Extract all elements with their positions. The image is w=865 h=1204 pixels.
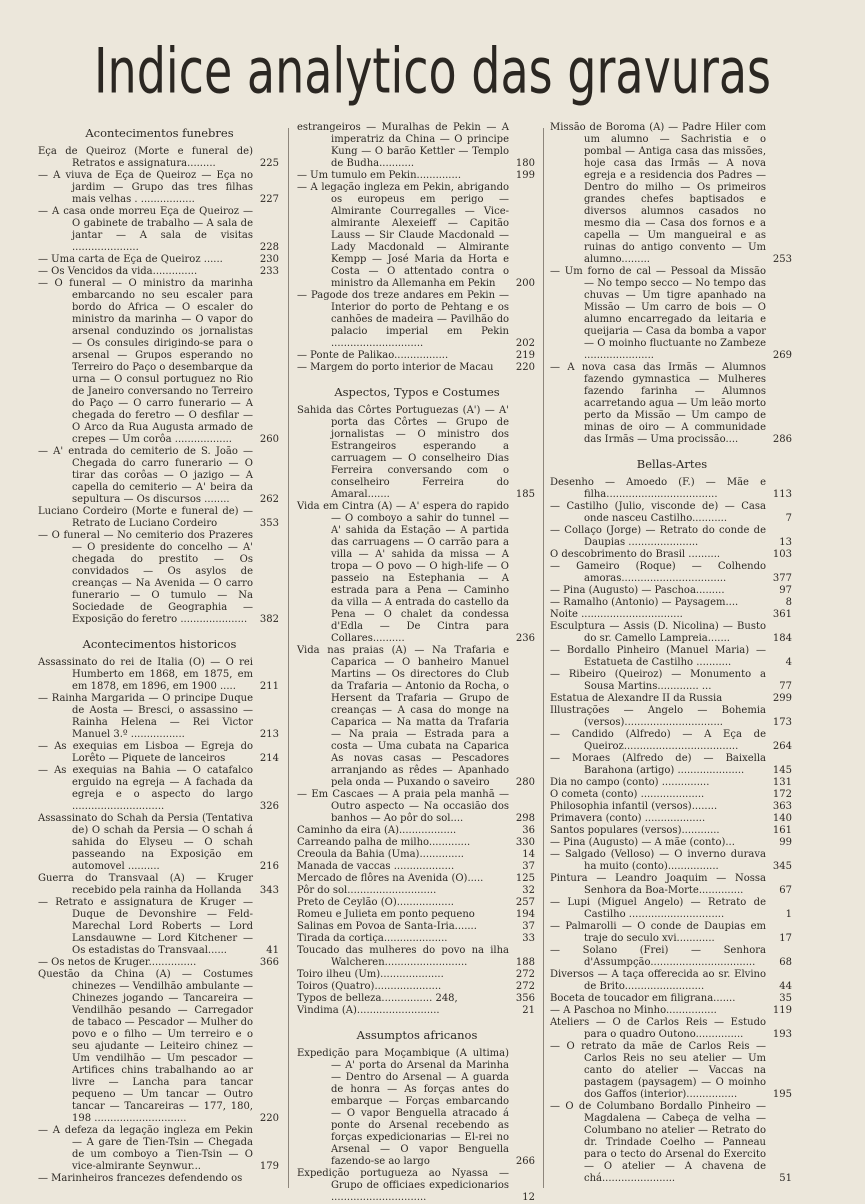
section-heading: Bellas-Artes bbox=[636, 457, 708, 471]
index-entry bbox=[38, 170, 281, 206]
entry-text: Manada de vaccas ................... bbox=[297, 861, 455, 872]
entry-text: — Os netos de Kruger............... bbox=[38, 957, 197, 968]
column-divider bbox=[288, 128, 289, 1188]
entry-text: — Lupi (Miguel Angelo) — Retrato de Castilho .............................. bbox=[550, 897, 766, 920]
entry-text: — O funeral — O ministro da marinha embarcando no seu escaler para bordo do Africa — O escaler do ministro da marinha — O vapor do arsenal conduzindo os jornalistas — Os consules dirigindo-se para o arsenal — Grupos esperando no Terreiro do Paço o desembarque da urna — O consul portuguez no Rio de Janeiro conversando no Terreiro do Paço — O carro funerario — A chegada do feretro — O desfilar — O Arco da Rua Augusta armado de crepes — Um corôa .................. bbox=[38, 278, 253, 445]
entry-text: — Collaço (Jorge) — Retrato do conde de Daupias ...................... bbox=[550, 525, 766, 548]
entry-text: Questão da China (A) — Costumes chinezes — Vendilhão ambulante — Chinezes jogando — Tancareira — Vendilhão pesando — Carregador de tabaco — Pescador — Mulher do povo e o filho — Um terreiro e o seu ajudante — Leiteiro chinez — Um vendilhão — Um pescador — Artifices chins trabalhando ao ar livre — Lancha para tancar pequeno — Um tancar — Outro tancar — Tancareiras — 177, 180, 198 ............................. bbox=[38, 969, 253, 1124]
index-entry bbox=[550, 873, 794, 897]
index-entry bbox=[550, 945, 794, 969]
page-number: 113 bbox=[772, 489, 792, 500]
section-heading: Assumptos africanos bbox=[356, 1028, 478, 1042]
index-entry bbox=[297, 170, 537, 182]
page-number: 200 bbox=[515, 278, 535, 289]
index-entry bbox=[550, 921, 794, 945]
page-number: 36 bbox=[522, 825, 535, 836]
entry-text: — Bordallo Pinheiro (Manuel Maria) — Estatueta de Castilho ........... bbox=[550, 645, 766, 668]
page-number: 298 bbox=[515, 813, 535, 824]
page-number: 179 bbox=[259, 1161, 279, 1172]
page-number: 326 bbox=[259, 801, 279, 812]
entry-text: — As exequias na Bahia — O catafalco erguido na egreja — A fachada da egreja e o aspecto do largo ............................. bbox=[38, 765, 253, 812]
entry-text: — A viuva de Eça de Queiroz — Eça no jardim — Grupo das tres filhas mais velhas . ................. bbox=[38, 170, 253, 205]
entry-text: Pintura — Leandro Joaquim — Nossa Senhora da Boa-Morte.............. bbox=[550, 873, 766, 896]
page-number: 230 bbox=[259, 254, 279, 265]
entry-text: Assassinato do Schah da Persia (Tentativa de) O schah da Persia — O schah á sahida do Elyseu — O schah passeando na Exposição em automovel .......... bbox=[38, 813, 253, 872]
index-entry bbox=[297, 981, 537, 993]
page-number: 280 bbox=[515, 777, 535, 788]
entry-text: Preto de Ceylão (O).................. bbox=[297, 897, 454, 908]
page-number: 44 bbox=[779, 981, 792, 992]
page-number: 131 bbox=[772, 777, 792, 788]
index-entry bbox=[550, 362, 794, 446]
entry-text: — O de Columbano Bordallo Pinheiro — Magdalena — Cabeça de velha — Columbano no atelier — Retrato do dr. Trindade Coelho — Panneau para o tecto do Arsenal do Exercito — O atelier — A chavena de chá....................... bbox=[550, 1101, 766, 1184]
index-entry bbox=[297, 1005, 537, 1017]
page-number: 145 bbox=[772, 765, 792, 776]
entry-text: Esculptura — Assis (D. Nicolina) — Busto do sr. Camello Lampreia....... bbox=[550, 621, 766, 644]
entry-text: — Em Cascaes — A praia pela manhã — Outro aspecto — Na occasião dos banhos — Ao pôr do sol.... bbox=[297, 789, 509, 824]
entry-text: — A casa onde morreu Eça de Queiroz — O gabinete de trabalho — A sala de jantar — A sala de visitas ..................... bbox=[38, 206, 253, 253]
index-entry bbox=[550, 501, 794, 525]
index-entry bbox=[38, 693, 281, 741]
page-number: 13 bbox=[779, 537, 792, 548]
index-entry bbox=[297, 182, 537, 290]
index-entry bbox=[550, 669, 794, 693]
index-entry bbox=[297, 861, 537, 873]
entry-text: — A Paschoa no Minho................ bbox=[550, 1005, 717, 1016]
entry-text: Vida em Cintra (A) — A' espera do rapido — O comboyo a sahir do tunnel — A' sahida da Estação — A partida das carruagens — O carrão para a villa — A' sahida da missa — A tropa — O povo — O high-life — O passeio na Estephania — A estrada para a Pena — Caminho da villa — A entrada do castello da Pena — O chalet da condessa d'Edla — De Cintra para Collares.......... bbox=[297, 501, 509, 644]
index-entry bbox=[297, 837, 537, 849]
index-entry bbox=[297, 849, 537, 861]
index-entry bbox=[38, 741, 281, 765]
index-entry bbox=[550, 585, 794, 597]
page-number: 214 bbox=[259, 753, 279, 764]
column-divider bbox=[543, 128, 544, 1188]
page-number: 184 bbox=[772, 633, 792, 644]
page-number: 366 bbox=[259, 957, 279, 968]
index-entry bbox=[297, 933, 537, 945]
index-entry bbox=[550, 609, 794, 621]
index-entry bbox=[550, 1041, 794, 1101]
index-entry bbox=[550, 993, 794, 1005]
page-number: 199 bbox=[515, 170, 535, 181]
entry-text: Estatua de Alexandre II da Russia bbox=[550, 693, 723, 704]
page-number: 216 bbox=[259, 861, 279, 872]
page-number: 195 bbox=[772, 1089, 792, 1100]
entry-text: — Pagode dos treze andares em Pekin — Interior do porto de Pehtang e os canhões de madeira — Pavilhão do palacio imperial em Pekin ............................. bbox=[297, 290, 509, 349]
page-number: 266 bbox=[515, 1156, 535, 1167]
page-number: 257 bbox=[515, 897, 535, 908]
page-number: 269 bbox=[772, 350, 792, 361]
entry-text: O descobrimento do Brasil .......... bbox=[550, 549, 721, 560]
index-entry bbox=[550, 897, 794, 921]
index-entry bbox=[297, 405, 537, 501]
entry-text: Diversos — A taça offerecida ao sr. Elvino de Brito......................... bbox=[550, 969, 766, 992]
entry-text: — Um forno de cal — Pessoal da Missão — No tempo secco — No tempo das chuvas — Um tigre apanhado na Missão — Um carro de bois — O alumno encarregado da leitaria e queijaria — Casa da bomba a vapor — O moinho fluctuante no Zambeze ...................... bbox=[550, 266, 766, 361]
entry-text: — A nova casa das Irmãs — Alumnos fazendo gymnastica — Mulheres fazendo farinha — Alumnos acarretando agua — Um leão morto perto da Missão — Um campo de minas de oiro — A communidade das Irmãs — Uma procissão.... bbox=[550, 362, 766, 445]
entry-text: — Palmarolli — O conde de Daupias em traje do seculo xvi............ bbox=[550, 921, 766, 944]
page-number: 233 bbox=[259, 266, 279, 277]
index-entry bbox=[297, 909, 537, 921]
entry-text: estrangeiros — Muralhas de Pekin — A imperatriz da China — O principe Kung — O barão Kettler — Templo de Budha........... bbox=[297, 122, 509, 169]
entry-text: — A' entrada do cemiterio de S. João — Chegada do carro funerario — O tirar das corôas — O jazigo — A capella do cemiterio — A' beira da sepultura — Os discursos ........ bbox=[38, 446, 253, 505]
page-number: 14 bbox=[522, 849, 535, 860]
page-number: 41 bbox=[266, 945, 279, 956]
index-entry bbox=[38, 278, 281, 446]
page-number: 253 bbox=[772, 254, 792, 265]
page-number: 185 bbox=[515, 489, 535, 500]
entry-text: Romeu e Julieta em ponto pequeno bbox=[297, 909, 475, 920]
page-number: 377 bbox=[772, 573, 792, 584]
entry-text: Missão de Boroma (A) — Padre Hiler com um alumno — Sachristia e o pombal — Antiga casa das missões, hoje casa das Irmãs — A nova egreja e a residencia dos Padres — Dentro do milho — Os primeiros grandes chefes baptisados e diversos alumnos casados no mesmo dia — Casa dos fornos e a capella — Um mangueiral e as ruinas do antigo convento — Um alumno......... bbox=[550, 122, 766, 265]
entry-text: — Ramalho (Antonio) — Paysagem.... bbox=[550, 597, 739, 608]
entry-text: Tirada da cortiça.................... bbox=[297, 933, 448, 944]
index-entry bbox=[550, 477, 794, 501]
page-number: 8 bbox=[785, 597, 792, 608]
page-number: 220 bbox=[259, 1113, 279, 1124]
index-entry bbox=[550, 525, 794, 549]
page-number: 286 bbox=[772, 434, 792, 445]
entry-text: Eça de Queiroz (Morte e funeral de) Retratos e assignatura......... bbox=[38, 146, 253, 169]
page-number: 213 bbox=[259, 729, 279, 740]
index-entry bbox=[550, 813, 794, 825]
entry-text: — Marinheiros francezes defendendo os bbox=[38, 1173, 243, 1184]
entry-text: Dia no campo (conto) ............... bbox=[550, 777, 710, 788]
page-number: 193 bbox=[772, 1029, 792, 1040]
entry-text: Creoula da Bahia (Uma).............. bbox=[297, 849, 464, 860]
index-entry bbox=[297, 969, 537, 981]
page-number: 188 bbox=[515, 957, 535, 968]
index-entry bbox=[550, 1005, 794, 1017]
page-number: 140 bbox=[772, 813, 792, 824]
entry-text: Typos de belleza................ 248, bbox=[297, 993, 458, 1004]
entry-text: Guerra do Transvaal (A) — Kruger recebido pela rainha da Hollanda bbox=[38, 873, 253, 896]
index-entry bbox=[38, 1125, 281, 1173]
entry-text: Primavera (conto) ................... bbox=[550, 813, 706, 824]
page-number: 4 bbox=[785, 657, 792, 668]
page-number: 37 bbox=[522, 921, 535, 932]
entry-text: Mercado de flôres na Avenida (O)..... bbox=[297, 873, 484, 884]
entry-text: Ateliers — O de Carlos Reis — Estudo para o quadro Outono............... bbox=[550, 1017, 766, 1040]
entry-text: Sahida das Côrtes Portuguezas (A') — A' porta das Côrtes — Grupo de jornalistas — O ministro dos Estrangeiros esperando a carruagem — O conselheiro Dias Ferreira conversando com o conselheiro Ferreira do Amaral....... bbox=[297, 405, 509, 500]
page-number: 330 bbox=[515, 837, 535, 848]
entry-text: — A legação ingleza em Pekin, abrigando os europeus em perigo — Almirante Courregalles — Vice-almirante Alexeieff — Capitão Lauss — Sir Claude Macdonald — Lady Macdonald — Almirante Kempp — José Maria da Horta e Costa — O attentado contra o ministro da Allemanha em Pekin bbox=[297, 182, 509, 289]
index-entry bbox=[297, 290, 537, 350]
index-entry bbox=[38, 969, 281, 1125]
entry-text: Assassinato do rei de Italia (O) — O rei Humberto em 1868, em 1875, em em 1878, em 1896, em 1900 ..... bbox=[38, 657, 253, 692]
entry-text: Expedição para Moçambique (A ultima) — A' porta do Arsenal da Marinha — Dentro do Arsenal — A guarda de honra — As forças antes do embarque — Forças embarcando — O vapor Benguella atracado á ponte do Arsenal recebendo as forças expedicionarias — El-rei no Arsenal — O vapor Benguella fazendo-se ao largo bbox=[297, 1048, 509, 1167]
index-entry bbox=[297, 789, 537, 825]
index-entry bbox=[550, 597, 794, 609]
page-number: 236 bbox=[515, 633, 535, 644]
page-number: 228 bbox=[259, 242, 279, 253]
entry-text: — O funeral — No cemiterio dos Prazeres — O presidente do concelho — A' chegada do prestito — Os convidados — Os asylos de creanças — Na Avenida — O carro funerario — O tumulo — Na Sociedade de Geographia — Exposição do feretro ..................... bbox=[38, 530, 253, 625]
page-number: 1 bbox=[785, 909, 792, 920]
page-number: 21 bbox=[522, 1005, 535, 1016]
page-number: 264 bbox=[772, 741, 792, 752]
page-number: 219 bbox=[515, 350, 535, 361]
section-heading: Acontecimentos historicos bbox=[82, 637, 237, 651]
entry-text: Carreando palha de milho............. bbox=[297, 837, 471, 848]
entry-text: Boceta de toucador em filigrana....... bbox=[550, 993, 736, 1004]
index-entry bbox=[297, 945, 537, 969]
entry-text: — Pina (Augusto) — Paschoa......... bbox=[550, 585, 725, 596]
page-number: 345 bbox=[772, 861, 792, 872]
entry-text: Santos populares (versos)............ bbox=[550, 825, 720, 836]
index-entry bbox=[38, 873, 281, 897]
page-number: 194 bbox=[515, 909, 535, 920]
index-entry bbox=[550, 693, 794, 705]
section-heading: Aspectos, Typos e Costumes bbox=[334, 385, 500, 399]
index-entry bbox=[38, 813, 281, 873]
index-column-2 bbox=[297, 122, 537, 1203]
entry-text: — Os Vencidos da vida.............. bbox=[38, 266, 198, 277]
index-entry bbox=[550, 645, 794, 669]
index-entry bbox=[38, 146, 281, 170]
entry-text: Desenho — Amoedo (F.) — Mãe e filha................................... bbox=[550, 477, 766, 500]
entry-text: — Pina (Augusto) — A mãe (conto)... bbox=[550, 837, 735, 848]
section-heading: Acontecimentos funebres bbox=[85, 126, 234, 140]
entry-text: — Ribeiro (Queiroz) — Monumento a Sousa Martins............. ... bbox=[550, 669, 766, 692]
index-entry bbox=[550, 753, 794, 777]
index-entry bbox=[297, 501, 537, 645]
entry-text: Toucado das mulheres do povo na ilha Walcheren.......................... bbox=[297, 945, 509, 968]
index-entry bbox=[550, 549, 794, 561]
entry-text: Philosophia infantil (versos)........ bbox=[550, 801, 718, 812]
index-entry bbox=[550, 266, 794, 362]
page-number: 17 bbox=[779, 933, 792, 944]
entry-text: — Moraes (Alfredo de) — Baixella Barahona (artigo) ..................... bbox=[550, 753, 766, 776]
page-number: 99 bbox=[779, 837, 792, 848]
index-entry bbox=[38, 657, 281, 693]
page-number: 260 bbox=[259, 434, 279, 445]
index-entry bbox=[297, 645, 537, 789]
entry-text: Toiro ilheu (Um).................... bbox=[297, 969, 444, 980]
entry-text: — Gameiro (Roque) — Colhendo amoras................................. bbox=[550, 561, 766, 584]
entry-text: — Margem do porto interior de Macau bbox=[297, 362, 494, 373]
entry-text: Illustrações — Angelo — Bohemia (versos)............................... bbox=[550, 705, 766, 728]
index-entry bbox=[297, 825, 537, 837]
index-entry bbox=[297, 897, 537, 909]
entry-text: — Castilho (Julio, visconde de) — Casa onde nasceu Castilho........... bbox=[550, 501, 766, 524]
page-number: 12 bbox=[522, 1192, 535, 1203]
page-number: 172 bbox=[772, 789, 792, 800]
index-entry bbox=[550, 801, 794, 813]
entry-text: Toiros (Quatro)..................... bbox=[297, 981, 442, 992]
page-number: 227 bbox=[259, 194, 279, 205]
index-entry bbox=[38, 530, 281, 626]
entry-text: — As exequias em Lisboa — Egreja do Lorêto — Piquete de lanceiros bbox=[38, 741, 253, 764]
page-number: 382 bbox=[259, 614, 279, 625]
page-number: 211 bbox=[259, 681, 279, 692]
entry-text: — Candido (Alfredo) — A Eça de Queiroz.................................... bbox=[550, 729, 766, 752]
entry-text: — Retrato e assignatura de Kruger — Duque de Devonshire — Feld-Marechal Lord Roberts — Lord Lansdauwne — Lord Kitchener — Os estadistas do Transvaal...... bbox=[38, 897, 253, 956]
page-number: 262 bbox=[259, 494, 279, 505]
index-entry bbox=[38, 206, 281, 254]
index-entry bbox=[550, 729, 794, 753]
index-entry bbox=[297, 993, 537, 1005]
index-entry bbox=[550, 837, 794, 849]
index-entry bbox=[38, 765, 281, 813]
page-number: 225 bbox=[259, 158, 279, 169]
page-number: 67 bbox=[779, 885, 792, 896]
index-entry bbox=[297, 1048, 537, 1168]
index-entry bbox=[550, 825, 794, 837]
entry-text: Pôr do sol............................ bbox=[297, 885, 437, 896]
page-number: 363 bbox=[772, 801, 792, 812]
page-number: 161 bbox=[772, 825, 792, 836]
index-entry bbox=[297, 350, 537, 362]
page-number: 356 bbox=[515, 993, 535, 1004]
entry-text: O cometa (conto) .................... bbox=[550, 789, 705, 800]
entry-text: — O retrato da mãe de Carlos Reis — Carlos Reis no seu atelier — Um canto do atelier — Vaccas na pastagem (paysagem) — O moinho dos Gaffos (interior)................ bbox=[550, 1041, 766, 1100]
index-entry bbox=[297, 1168, 537, 1204]
entry-text: — Solano (Frei) — Senhora d'Assumpção................................. bbox=[550, 945, 766, 968]
index-entry bbox=[550, 122, 794, 266]
page-title: Indice analytico das gravuras bbox=[93, 34, 772, 108]
page-number: 353 bbox=[259, 518, 279, 529]
page-number: 125 bbox=[515, 873, 535, 884]
page-number: 220 bbox=[515, 362, 535, 373]
index-entry bbox=[297, 921, 537, 933]
entry-text: — Um tumulo em Pekin.............. bbox=[297, 170, 462, 181]
page-number: 119 bbox=[772, 1005, 792, 1016]
index-column-1 bbox=[38, 122, 281, 1192]
page-number: 173 bbox=[772, 717, 792, 728]
index-entry bbox=[550, 561, 794, 585]
page-number: 33 bbox=[522, 933, 535, 944]
index-entry bbox=[38, 446, 281, 506]
index-entry bbox=[297, 873, 537, 885]
page-number: 343 bbox=[259, 885, 279, 896]
entry-text: Noite ................................ bbox=[550, 609, 683, 620]
entry-text: — Salgado (Velloso) — O inverno durava ha muito (conto)................ bbox=[550, 849, 766, 872]
index-entry bbox=[550, 1101, 794, 1185]
index-entry bbox=[550, 705, 794, 729]
entry-text: Luciano Cordeiro (Morte e funeral de) — Retrato de Luciano Cordeiro bbox=[38, 506, 253, 529]
index-entry bbox=[550, 789, 794, 801]
index-entry bbox=[550, 621, 794, 645]
index-entry bbox=[550, 849, 794, 873]
index-entry bbox=[38, 266, 281, 278]
page-number: 37 bbox=[522, 861, 535, 872]
index-entry bbox=[297, 122, 537, 170]
entry-text: Salinas em Povoa de Santa-Iria....... bbox=[297, 921, 477, 932]
page-number: 7 bbox=[785, 513, 792, 524]
page-number: 272 bbox=[515, 969, 535, 980]
page-number: 97 bbox=[779, 585, 792, 596]
page-number: 361 bbox=[772, 609, 792, 620]
page-number: 51 bbox=[779, 1173, 792, 1184]
index-entry bbox=[550, 777, 794, 789]
page-number: 180 bbox=[515, 158, 535, 169]
entry-text: Caminho da eira (A).................. bbox=[297, 825, 457, 836]
page-number: 103 bbox=[772, 549, 792, 560]
entry-text: — A defeza da legação ingleza em Pekin — A gare de Tien-Tsin — Chegada de um comboyo a Tien-Tsin — O vice-almirante Seynwur... bbox=[38, 1125, 253, 1172]
page-number: 272 bbox=[515, 981, 535, 992]
entry-text: — Rainha Margarida — O principe Duque de Aosta — Bresci, o assassino — Rainha Helena — Rei Victor Manuel 3.º ................. bbox=[38, 693, 253, 740]
index-entry bbox=[38, 506, 281, 530]
index-entry bbox=[297, 885, 537, 897]
page-number: 68 bbox=[779, 957, 792, 968]
index-entry bbox=[38, 957, 281, 969]
page-number: 299 bbox=[772, 693, 792, 704]
index-entry bbox=[297, 362, 537, 374]
page-number: 35 bbox=[779, 993, 792, 1004]
index-entry bbox=[550, 969, 794, 993]
page-number: 202 bbox=[515, 338, 535, 349]
entry-text: — Ponte de Palikao................. bbox=[297, 350, 449, 361]
page-number: 32 bbox=[522, 885, 535, 896]
index-column-3 bbox=[550, 122, 794, 1192]
entry-text: Vindima (A).......................... bbox=[297, 1005, 440, 1016]
entry-text: Vida nas praias (A) — Na Trafaria e Caparica — O banheiro Manuel Martins — Os directores do Club da Trafaria — Antonio da Rocha, o Hersent da Trafaria — Grupo de creanças — A casa do monge na Caparica — Na matta da Trafaria — Na praia — Estrada para a costa — Uma cubata na Caparica As novas casas — Pescadores arranjando as rêdes — Apanhado pela onda — Puxando o saveiro bbox=[297, 645, 509, 788]
index-entry bbox=[38, 1173, 281, 1185]
entry-text: Expedição portugueza ao Nyassa — Grupo de officiaes expedicionarios .............................. bbox=[297, 1168, 509, 1203]
index-entry bbox=[38, 254, 281, 266]
entry-text: — Uma carta de Eça de Queiroz ...... bbox=[38, 254, 223, 265]
index-entry bbox=[550, 1017, 794, 1041]
page-number: 77 bbox=[779, 681, 792, 692]
index-entry bbox=[38, 897, 281, 957]
